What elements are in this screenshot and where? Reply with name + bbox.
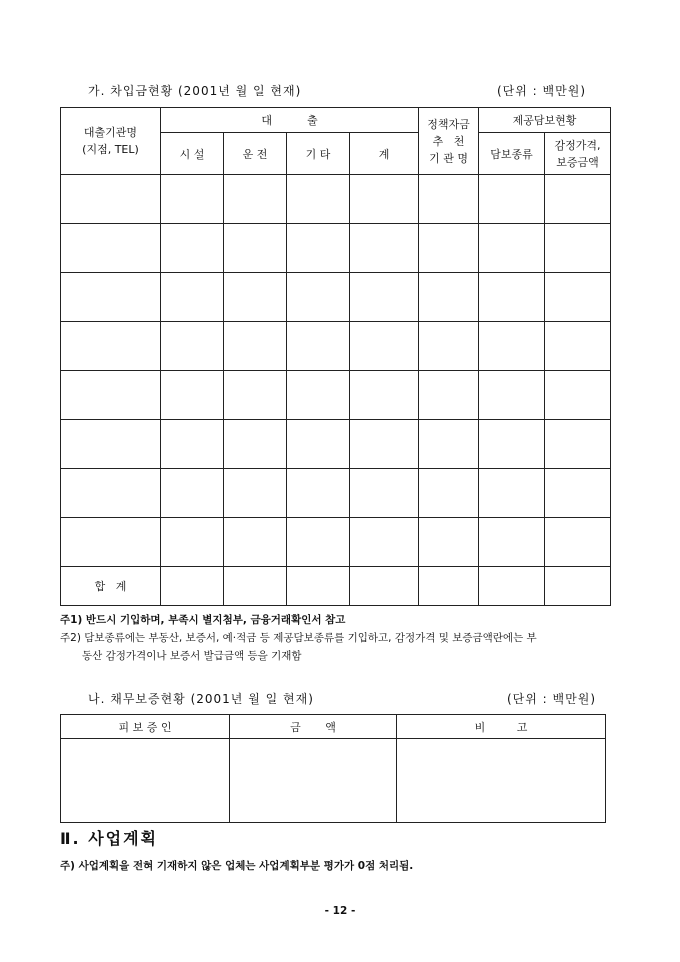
total-row-label: 합 계 (61, 567, 161, 606)
table-cell[interactable] (479, 518, 545, 567)
table-cell[interactable] (287, 518, 350, 567)
table-row (61, 175, 611, 224)
header-policy-fund (419, 108, 479, 175)
header-loan: 대 출 (161, 108, 419, 133)
table-cell[interactable] (350, 273, 419, 322)
table-cell[interactable] (224, 567, 287, 606)
header-amount: 금 액 (230, 715, 397, 739)
header-policy-line3: 기 관 명 (429, 151, 468, 165)
table-cell[interactable] (61, 518, 161, 567)
header-other: 기 타 (287, 133, 350, 175)
table-cell[interactable] (224, 175, 287, 224)
header-policy-line1: 정책자금 (427, 117, 470, 131)
table-cell[interactable] (161, 371, 224, 420)
page-number: - 12 - (324, 905, 356, 917)
header-institution-label: 대출기관명 (83, 126, 138, 139)
table-row (61, 420, 611, 469)
table-cell[interactable] (224, 518, 287, 567)
table-cell[interactable] (545, 273, 611, 322)
header-institution-sub: (지점, TEL) (82, 143, 139, 156)
header-collateral-type: 담보종류 (479, 133, 545, 175)
table-cell[interactable] (545, 567, 611, 606)
table-cell[interactable] (287, 371, 350, 420)
table-cell[interactable] (224, 322, 287, 371)
section-note: 주) 사업계획을 전혀 기재하지 않은 업체는 사업계획부분 평가가 0점 처리됨. (60, 860, 414, 872)
table-cell[interactable] (545, 224, 611, 273)
table-cell[interactable] (419, 224, 479, 273)
table-cell[interactable] (224, 224, 287, 273)
table-cell[interactable] (419, 371, 479, 420)
table-cell[interactable] (61, 469, 161, 518)
table-cell[interactable] (479, 224, 545, 273)
header-policy-line2: 추 천 (432, 134, 465, 148)
header-appraisal-line1: 감정가격, (554, 138, 601, 152)
table-row (61, 371, 611, 420)
table-cell[interactable] (224, 273, 287, 322)
note-2: 주2) 담보종류에는 부동산, 보증서, 예·적금 등 제공담보종류를 기입하고, 감정가격 및 보증금액란에는 부 (60, 632, 537, 644)
table-cell[interactable] (224, 469, 287, 518)
guarantee-unit-label: (단위 : 백만원) (507, 692, 596, 706)
table-cell[interactable] (287, 175, 350, 224)
table-cell[interactable] (350, 224, 419, 273)
table-cell[interactable] (419, 322, 479, 371)
loan-section-title: 가. 차입금현황 (2001년 월 일 현재) (88, 84, 302, 98)
header-appraisal (545, 133, 611, 175)
table-cell[interactable] (545, 322, 611, 371)
table-cell[interactable] (287, 469, 350, 518)
table-cell[interactable] (397, 739, 606, 823)
total-row (61, 567, 611, 606)
table-cell[interactable] (350, 567, 419, 606)
table-cell[interactable] (161, 322, 224, 371)
table-row (61, 518, 611, 567)
table-row (61, 322, 611, 371)
table-cell[interactable] (287, 224, 350, 273)
table-cell[interactable] (287, 273, 350, 322)
table-cell[interactable] (545, 420, 611, 469)
table-cell[interactable] (161, 518, 224, 567)
table-cell[interactable] (287, 567, 350, 606)
header-appraisal-line2: 보증금액 (556, 155, 599, 169)
table-cell[interactable] (230, 739, 397, 823)
section-heading: Ⅱ. 사업계획 (60, 829, 159, 848)
table-cell[interactable] (61, 420, 161, 469)
note-2-continued: 동산 감정가격이나 보증서 발급금액 등을 기재함 (82, 650, 302, 662)
table-row (61, 469, 611, 518)
table-cell[interactable] (419, 420, 479, 469)
table-cell[interactable] (61, 175, 161, 224)
table-cell[interactable] (161, 420, 224, 469)
table-cell[interactable] (419, 518, 479, 567)
table-cell[interactable] (161, 273, 224, 322)
table-cell[interactable] (419, 469, 479, 518)
table-cell[interactable] (545, 518, 611, 567)
table-cell[interactable] (350, 469, 419, 518)
table-row (61, 739, 606, 823)
table-cell[interactable] (350, 322, 419, 371)
header-total: 계 (350, 133, 419, 175)
header-facility: 시 설 (161, 133, 224, 175)
guarantee-section-title: 나. 채무보증현황 (2001년 월 일 현재) (88, 692, 314, 706)
table-cell[interactable] (287, 420, 350, 469)
table-cell[interactable] (479, 567, 545, 606)
table-cell[interactable] (161, 224, 224, 273)
guarantee-table (60, 714, 606, 823)
table-cell[interactable] (545, 469, 611, 518)
table-cell[interactable] (479, 469, 545, 518)
table-cell[interactable] (61, 739, 230, 823)
table-row (61, 224, 611, 273)
table-cell[interactable] (350, 175, 419, 224)
table-cell[interactable] (161, 567, 224, 606)
table-cell[interactable] (479, 420, 545, 469)
table-cell[interactable] (161, 469, 224, 518)
table-cell[interactable] (224, 371, 287, 420)
header-guaranteed: 피 보 증 인 (61, 715, 230, 739)
table-row (61, 273, 611, 322)
table-cell[interactable] (479, 371, 545, 420)
table-cell[interactable] (161, 175, 224, 224)
header-operating: 운 전 (224, 133, 287, 175)
table-cell[interactable] (479, 322, 545, 371)
table-cell[interactable] (419, 175, 479, 224)
header-collateral: 제공담보현황 (479, 108, 611, 133)
table-cell[interactable] (479, 273, 545, 322)
header-remarks: 비 고 (397, 715, 606, 739)
loan-unit-label: (단위 : 백만원) (497, 84, 586, 98)
note-1: 주1) 반드시 기입하며, 부족시 별지첨부, 금융거래확인서 참고 (60, 614, 346, 626)
table-cell[interactable] (545, 175, 611, 224)
table-cell[interactable] (61, 322, 161, 371)
table-cell[interactable] (350, 420, 419, 469)
table-cell[interactable] (224, 420, 287, 469)
table-cell[interactable] (61, 273, 161, 322)
table-cell[interactable] (61, 371, 161, 420)
table-cell[interactable] (350, 518, 419, 567)
table-cell[interactable] (287, 322, 350, 371)
header-institution (61, 108, 161, 175)
table-cell[interactable] (61, 224, 161, 273)
table-cell[interactable] (419, 567, 479, 606)
table-cell[interactable] (350, 371, 419, 420)
table-cell[interactable] (545, 371, 611, 420)
loan-table (60, 107, 611, 606)
table-cell[interactable] (419, 273, 479, 322)
table-cell[interactable] (479, 175, 545, 224)
